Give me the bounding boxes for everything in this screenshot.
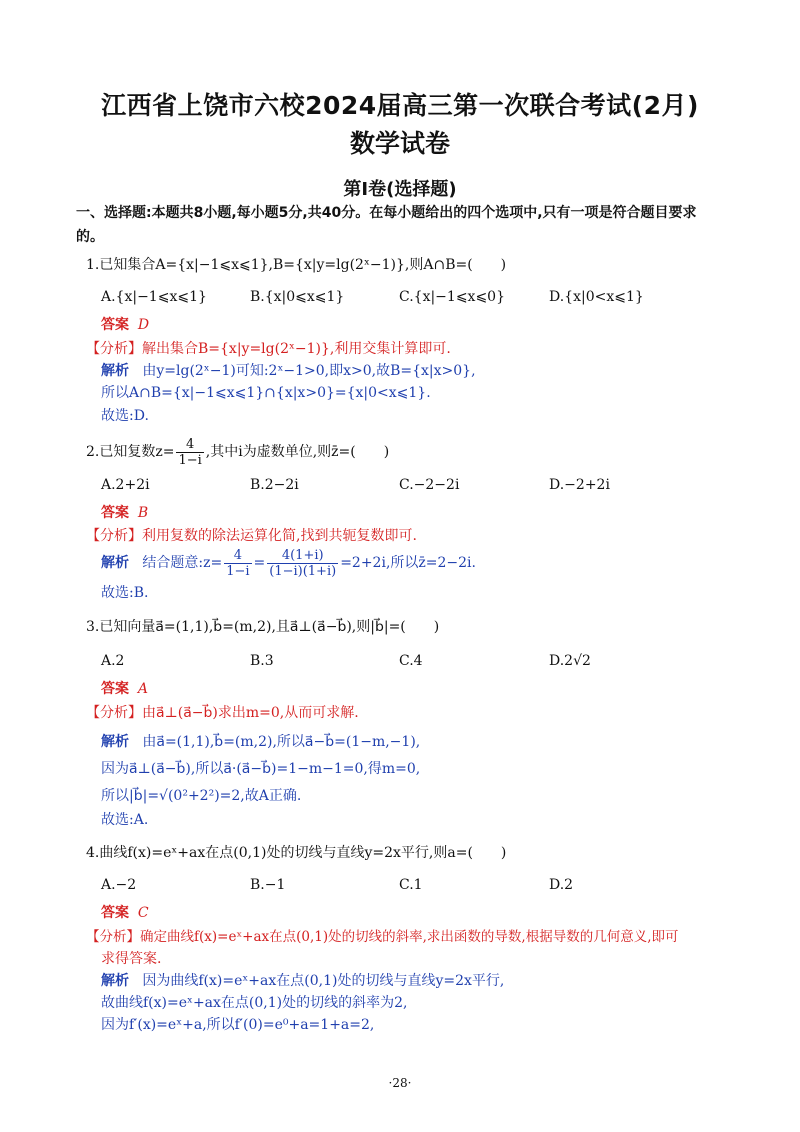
solution-label: 解析 <box>101 363 129 379</box>
q3-option-a: A.2 <box>101 653 125 669</box>
equals-sign: = <box>253 555 266 571</box>
q4-solution-line2: 故曲线f(x)=eˣ+ax在点(0,1)处的切线的斜率为2, <box>101 995 408 1011</box>
q2-option-a: A.2+2i <box>101 477 150 493</box>
solution-fraction <box>267 548 338 579</box>
q1-analysis: 【分析】解出集合B={x|y=lg(2ˣ−1)},利用交集计算即可. <box>86 341 451 357</box>
fraction-denominator: (1−i)(1+i) <box>269 563 337 579</box>
q1-option-b: B.{x|0⩽x⩽1} <box>250 289 345 305</box>
solution-text: 由y=lg(2ˣ−1)可知:2ˣ−1>0,即x>0,故B={x|x>0}, <box>142 363 476 379</box>
section-intro-line2: 的。 <box>76 229 104 245</box>
q1-option-a: A.{x|−1⩽x⩽1} <box>101 289 207 305</box>
answer-label: 答案 <box>101 317 129 333</box>
q1-option-d: D.{x|0<x⩽1} <box>549 289 644 305</box>
answer-label: 答案 <box>101 681 129 697</box>
q3-conclusion: 故选:A. <box>101 812 149 828</box>
page-number: ·28· <box>388 1076 412 1090</box>
solution-fraction <box>224 548 251 579</box>
q4-solution-line3: 因为f′(x)=eˣ+a,所以f′(0)=e⁰+a=1+a=2, <box>101 1017 375 1033</box>
solution-text: =2+2i,所以z̄=2−2i. <box>340 555 476 571</box>
q3-option-c: C.4 <box>399 653 423 669</box>
q3-solution-line1 <box>101 732 420 752</box>
q1-solution-line1 <box>101 361 476 381</box>
q2-stem-text: ,其中i为虚数单位,则z̄=( ) <box>205 444 390 460</box>
q2-option-c: C.−2−2i <box>399 477 460 493</box>
answer-value: C <box>137 905 149 921</box>
q3-answer <box>101 679 148 699</box>
answer-value: A <box>137 681 149 697</box>
q1-solution-line2: 所以A∩B={x|−1⩽x⩽1}∩{x|x>0}={x|0<x⩽1}. <box>101 385 431 401</box>
q3-analysis: 【分析】由a⃗⊥(a⃗−b⃗)求出m=0,从而可求解. <box>86 705 359 721</box>
section-title: 第Ⅰ卷(选择题) <box>343 179 457 200</box>
q4-stem: 4.曲线f(x)=eˣ+ax在点(0,1)处的切线与直线y=2x平行,则a=( ) <box>86 845 507 861</box>
answer-value: B <box>137 505 149 521</box>
q2-stem-text: 2.已知复数z= <box>86 444 175 460</box>
solution-label: 解析 <box>101 973 129 989</box>
solution-label: 解析 <box>101 555 129 571</box>
q2-answer <box>101 503 148 523</box>
q1-stem: 1.已知集合A={x|−1⩽x⩽1},B={x|y=lg(2ˣ−1)},则A∩B=( ) <box>86 257 507 273</box>
solution-text: 由a⃗=(1,1),b⃗=(m,2),所以a⃗−b⃗=(1−m,−1), <box>142 734 421 750</box>
q3-solution-line2: 因为a⃗⊥(a⃗−b⃗),所以a⃗·(a⃗−b⃗)=1−m−1=0,得m=0, <box>101 761 421 777</box>
fraction-denominator: 1−i <box>226 563 250 579</box>
q4-option-d: D.2 <box>549 877 574 893</box>
q1-answer <box>101 315 149 335</box>
answer-label: 答案 <box>101 905 129 921</box>
fraction-numerator: 4(1+i) <box>267 548 338 564</box>
q2-option-b: B.2−2i <box>250 477 299 493</box>
q4-answer <box>101 903 149 923</box>
solution-text: 结合题意:z= <box>142 555 223 571</box>
solution-label: 解析 <box>101 734 129 750</box>
answer-value: D <box>137 317 150 333</box>
q3-option-d: D.2√2 <box>549 653 591 669</box>
fraction-denominator: 1−i <box>178 452 202 468</box>
q2-analysis: 【分析】利用复数的除法运算化简,找到共轭复数即可. <box>86 528 417 544</box>
answer-label: 答案 <box>101 505 129 521</box>
q3-stem: 3.已知向量a⃗=(1,1),b⃗=(m,2),且a⃗⊥(a⃗−b⃗),则|b⃗|=( ) <box>86 619 440 635</box>
section-intro-line1: 一、选择题:本题共8小题,每小题5分,共40分。在每小题给出的四个选项中,只有一项是符合题目要求 <box>76 205 697 221</box>
q2-stem <box>86 436 389 468</box>
q1-option-c: C.{x|−1⩽x⩽0} <box>399 289 505 305</box>
q3-solution-line3: 所以|b⃗|=√(0²+2²)=2,故A正确. <box>101 788 302 804</box>
exam-subtitle: 数学试卷 <box>349 129 450 158</box>
q2-solution <box>101 546 476 580</box>
q4-option-c: C.1 <box>399 877 423 893</box>
q4-option-a: A.−2 <box>101 877 137 893</box>
q4-option-b: B.−1 <box>250 877 286 893</box>
q2-fraction <box>176 437 203 468</box>
q4-solution-line1 <box>101 971 504 991</box>
fraction-numerator: 4 <box>224 548 251 564</box>
q4-analysis-line1: 【分析】确定曲线f(x)=eˣ+ax在点(0,1)处的切线的斜率,求出函数的导数,根据导数的几何意义,即可 <box>86 929 679 945</box>
q3-option-b: B.3 <box>250 653 274 669</box>
solution-text: 因为曲线f(x)=eˣ+ax在点(0,1)处的切线与直线y=2x平行, <box>142 973 505 989</box>
q4-analysis-line2: 求得答案. <box>101 951 162 967</box>
q2-option-d: D.−2+2i <box>549 477 610 493</box>
exam-title: 江西省上饶市六校2024届高三第一次联合考试(2月) <box>101 91 699 120</box>
fraction-numerator: 4 <box>176 437 203 453</box>
q1-conclusion: 故选:D. <box>101 408 149 424</box>
q2-conclusion: 故选:B. <box>101 585 149 601</box>
